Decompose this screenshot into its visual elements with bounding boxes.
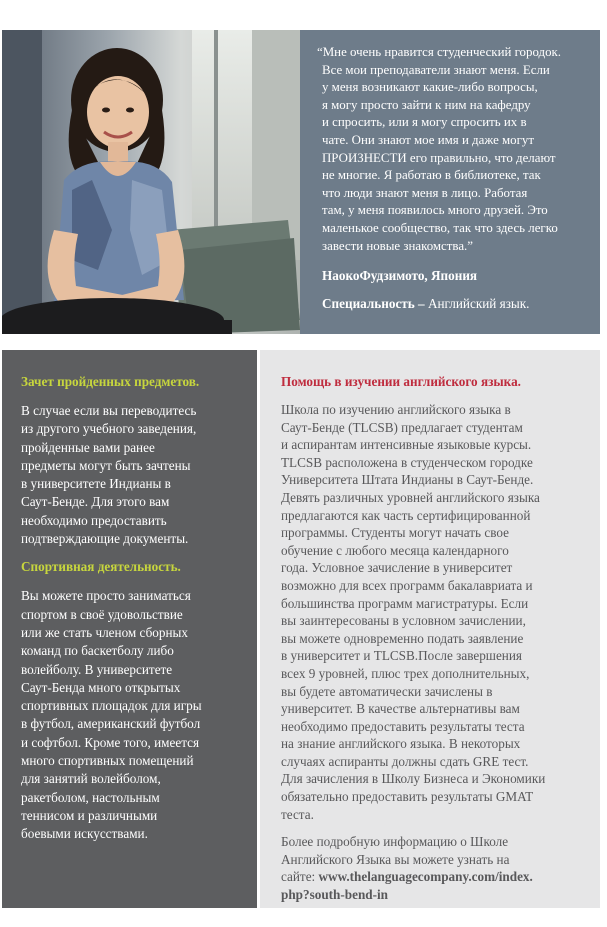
quote-line: и спросить, или я могу спросить их в bbox=[322, 115, 527, 130]
text-line: необходимо предоставить результаты теста bbox=[281, 718, 525, 734]
text-line: Университета Штата Индианы в Саут-Бенде. bbox=[281, 472, 534, 488]
text-line: обучение с любого месяца календарного bbox=[281, 542, 509, 558]
text-line: года. Условное зачисление в университет bbox=[281, 560, 513, 576]
text-line: вы можете одновременно подать заявление bbox=[281, 630, 524, 646]
text-line: теста. bbox=[281, 806, 314, 822]
text-line: много спортивных помещений bbox=[21, 753, 194, 769]
quote-line: “Мне очень нравится студенческий городок. bbox=[317, 45, 562, 59]
text-line: предлагаются как часть сертифицированной bbox=[281, 507, 531, 523]
text-line: или же стать членом сборных bbox=[21, 624, 188, 640]
website-link-continued[interactable]: php?south-bend-in bbox=[281, 887, 389, 903]
text-line: в футбол, американский футбол bbox=[21, 716, 201, 732]
text-line: обязательно предоставить результаты GMAT bbox=[281, 789, 534, 805]
text-line: ракетболом, настольным bbox=[21, 789, 160, 805]
testimonial-quote bbox=[317, 44, 592, 255]
text-line: подтверждающие документы. bbox=[21, 531, 189, 547]
text-line: и аспирантам интенсивные языковые курсы. bbox=[281, 437, 532, 453]
quote-line: там, у меня появилось много друзей. Это bbox=[322, 203, 548, 218]
testimonial-specialty bbox=[322, 296, 592, 312]
text-line: и софтбол. Кроме того, имеется bbox=[21, 734, 200, 750]
specialty-value: Английский язык. bbox=[424, 296, 530, 312]
quote-line: чате. Они знают мое имя и даже могут bbox=[322, 132, 534, 147]
english-text bbox=[281, 401, 600, 823]
text-line: всех 9 уровней, плюс трех дополнительных, bbox=[281, 665, 530, 681]
website-link[interactable]: www.thelanguagecompany.com/index. bbox=[318, 869, 533, 885]
quote-line: я могу просто зайти к ним на кафедру bbox=[322, 97, 531, 112]
text-line: Школа по изучению английского языка в bbox=[281, 402, 511, 417]
text-line: вы заинтересованы в условном зачислении, bbox=[281, 613, 526, 629]
text-line: Английского Языка вы можете узнать на bbox=[281, 851, 510, 867]
quote-line: Все мои преподаватели знают меня. Если bbox=[322, 62, 550, 77]
text-line: боевыми искусствами. bbox=[21, 826, 148, 842]
sports-text bbox=[21, 587, 257, 843]
credits-text bbox=[21, 402, 257, 548]
specialty-label: Специальность – bbox=[322, 296, 425, 312]
text-line: Вы можете просто заниматься bbox=[21, 588, 191, 604]
text-line: случаях аспиранты должны сдать GRE тест. bbox=[281, 753, 529, 769]
text-line: спортом в своё удовольствие bbox=[21, 606, 183, 622]
text-line: большинства программ магистратуры. Если bbox=[281, 595, 529, 611]
student-photo bbox=[2, 30, 300, 334]
text-line: команд по баскетболу либо bbox=[21, 643, 174, 659]
text-line: предметы могут быть зачтены bbox=[21, 457, 191, 473]
text-line: для занятий волейболом, bbox=[21, 771, 161, 787]
text-line: Более подробную информацию о Школе bbox=[281, 834, 509, 850]
text-line: В случае если вы переводитесь bbox=[21, 403, 197, 418]
text-line: пройденные вами ранее bbox=[21, 439, 155, 455]
right-column bbox=[260, 350, 600, 908]
text-line: в университет и TLCSB.После завершения bbox=[281, 648, 522, 664]
quote-line: что люди знают меня в лицо. Работая bbox=[322, 185, 528, 200]
text-line: волейболу. В университете bbox=[21, 661, 173, 677]
quote-line: у меня возникают какие-либо вопросы, bbox=[322, 80, 538, 95]
text-line: из другого учебного заведения, bbox=[21, 421, 197, 437]
text-line: TLCSB расположена в студенческом городке bbox=[281, 454, 533, 470]
text-line: вы будете автоматически зачислены в bbox=[281, 683, 493, 699]
quote-line: маленькое сообщество, так что здесь легко bbox=[322, 220, 558, 235]
english-heading: Помощь в изучении английского языка. bbox=[281, 374, 521, 389]
sports-heading: Спортивная деятельность. bbox=[21, 559, 181, 575]
text-line: Девять различных уровней английского языка bbox=[281, 489, 540, 505]
more-info-line bbox=[281, 868, 600, 886]
text-line: Саут-Бенде (TLCSB) предлагает студентам bbox=[281, 419, 523, 435]
text-line: необходимо предоставить bbox=[21, 512, 167, 528]
quote-line: ПРОИЗНЕСТИ его правильно, что делают bbox=[322, 150, 556, 165]
text-line: Для зачисления в Школу Бизнеса и Экономики bbox=[281, 771, 546, 787]
text-line: университет. В качестве альтернативы вам bbox=[281, 701, 520, 717]
text-line: теннисом и различными bbox=[21, 807, 158, 823]
text-line: на знание английского языка. В некоторых bbox=[281, 736, 521, 752]
text-line: Саут-Бенде. Для этого вам bbox=[21, 494, 170, 510]
credits-heading: Зачет пройденных предметов. bbox=[21, 374, 200, 389]
testimonial-author: НаокоФудзимото, Япония bbox=[322, 268, 478, 284]
text-line: программы. Студенты могут начать свое bbox=[281, 525, 509, 541]
more-info-text bbox=[281, 833, 600, 903]
quote-line: завести новые знакомства.” bbox=[322, 238, 473, 253]
testimonial-panel bbox=[300, 30, 600, 334]
text-line: сайте: bbox=[281, 869, 319, 885]
text-line: возможно для всех программ бакалавриата и bbox=[281, 577, 533, 593]
text-line: спортивных площадок для игры bbox=[21, 698, 202, 714]
student-photo-illustration bbox=[2, 30, 300, 334]
text-line: в университете Индианы в bbox=[21, 476, 171, 492]
text-line: Саут-Бенда много открытых bbox=[21, 679, 181, 695]
quote-line: не многие. Я работаю в библиотеке, так bbox=[322, 168, 541, 183]
left-column bbox=[2, 350, 257, 908]
